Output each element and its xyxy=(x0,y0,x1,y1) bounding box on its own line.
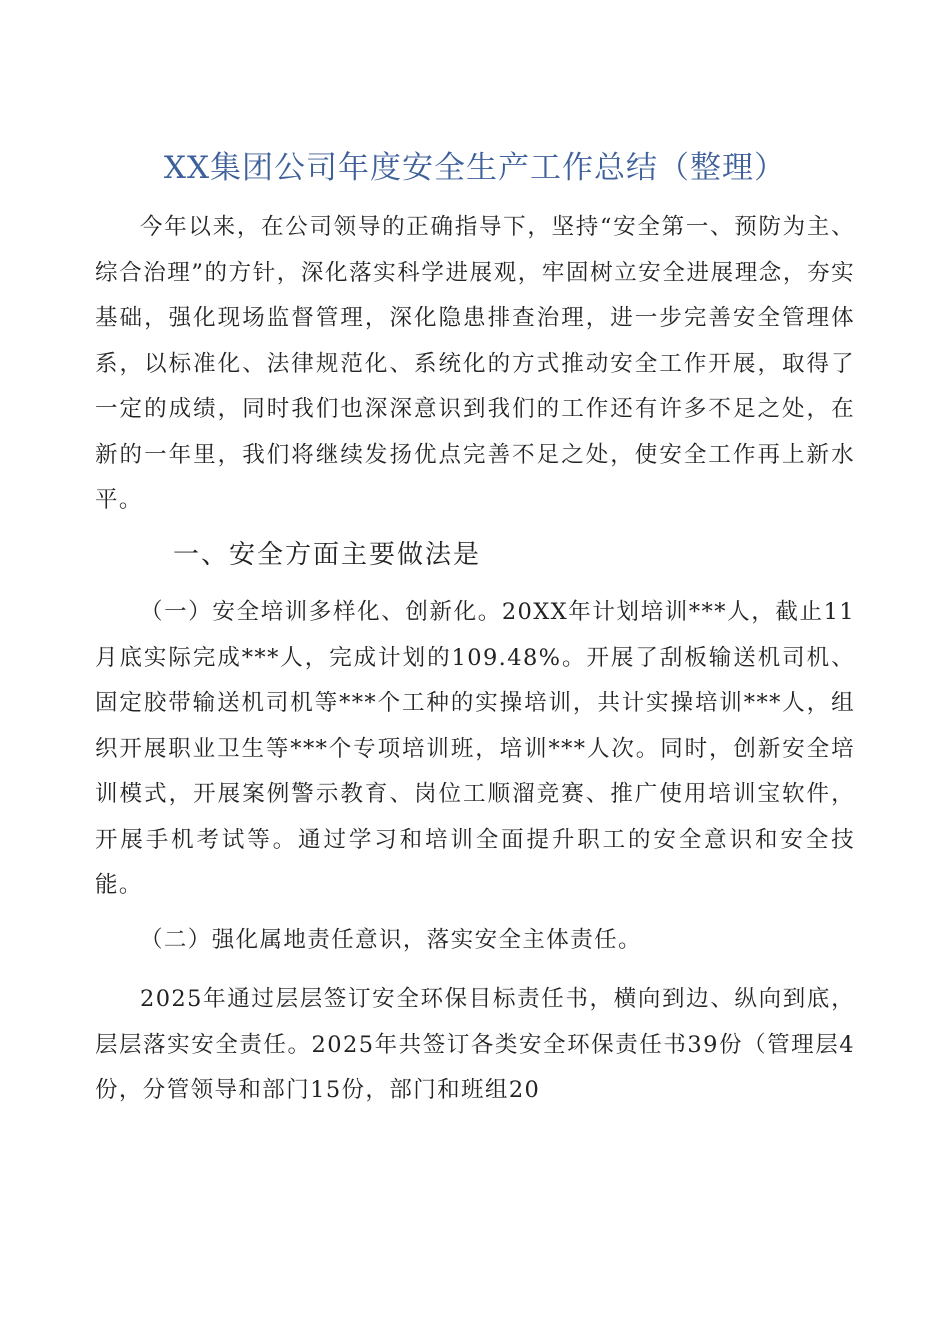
responsibility-subheading: （二）强化属地责任意识，落实安全主体责任。 xyxy=(140,927,642,953)
document-title: XX集团公司年度安全生产工作总结（整理） xyxy=(163,150,787,186)
responsibility-paragraph: 2025年通过层层签订安全环保目标责任书，横向到边、纵向到底，层层落实安全责任。2025年共签订各类安全环保责任书39份（管理层4份，分管领导和部门15份，部门和班组20 xyxy=(95,986,855,1103)
training-paragraph: （一）安全培训多样化、创新化。20XX年计划培训***人，截止11月底实际完成***人，完成计划的109.48%。开展了刮板输送机司机、固定胶带输送机司机等***个工种的实操培训，共计实操培训***人，组织开展职业卫生等***个专项培训班，培训***人次。同时，创新安全培训模式，开展案例警示教育、岗位工顺溜竞赛、推广使用培训宝软件，开展手机考试等。通过学习和培训全面提升职工的安全意识和安全技能。 xyxy=(95,599,855,898)
section-heading: 一、安全方面主要做法是 xyxy=(173,540,482,570)
intro-paragraph: 今年以来，在公司领导的正确指导下，坚持“安全第一、预防为主、综合治理”的方针，深化落实科学进展观，牢固树立安全进展理念，夯实基础，强化现场监督管理，深化隐患排查治理，进一步完善安全管理体系，以标准化、法律规范化、系统化的方式推动安全工作开展，取得了一定的成绩，同时我们也深深意识到我们的工作还有许多不足之处，在新的一年里，我们将继续发扬优点完善不足之处，使安全工作再上新水平。 xyxy=(95,214,855,513)
